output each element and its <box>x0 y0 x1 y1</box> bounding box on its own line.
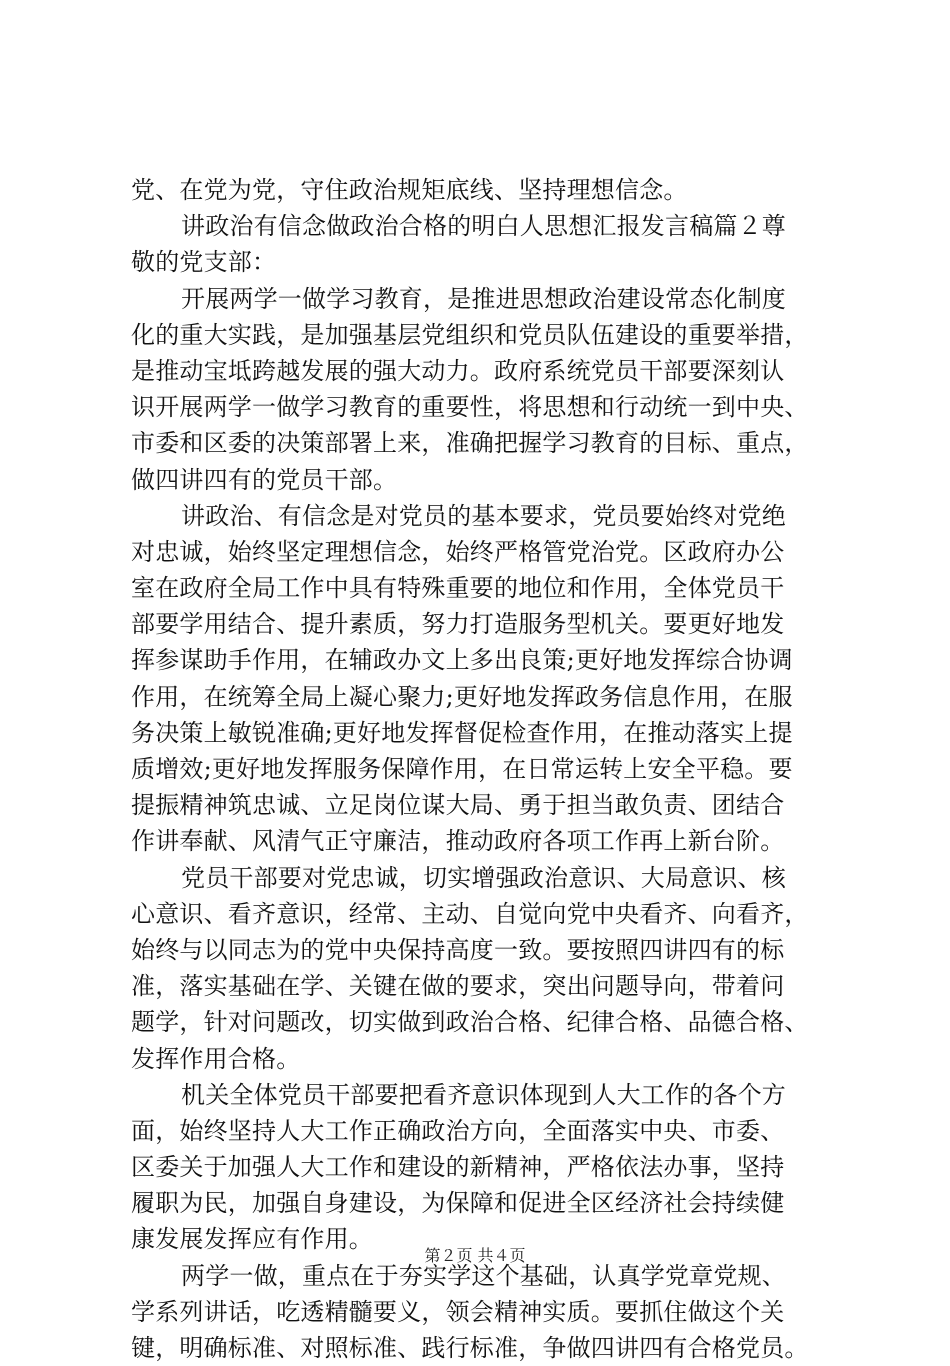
text-line: 做四讲四有的党员干部。 <box>131 465 398 494</box>
text-line: 心意识、看齐意识，经常、主动、自觉向党中央看齐、向看齐， <box>131 899 809 928</box>
text-line: 质增效;更好地发挥服务保障作用，在日常运转上安全平稳。要 <box>131 755 793 783</box>
text-line: 讲政治、有信念是对党员的基本要求，党员要始终对党绝 <box>181 501 786 530</box>
text-line: 作讲奉献、风清气正守廉洁，推动政府各项工作再上新台阶。 <box>131 827 785 856</box>
text-line: 履职为民，加强自身建设，为保障和促进全区经济社会持续健 <box>131 1189 785 1218</box>
text-line: 键，明确标准、对照标准、践行标准，争做四讲四有合格党员。 <box>131 1334 809 1362</box>
text-line: 部要学用结合、提升素质，努力打造服务型机关。要更好地发 <box>131 610 785 639</box>
text-line: 识开展两学一做学习教育的重要性，将思想和行动统一到中央、 <box>131 393 809 422</box>
text-line: 始终与以同志为的党中央保持高度一致。要按照四讲四有的标 <box>131 935 785 964</box>
text-line: 两学一做，重点在于夯实学这个基础，认真学党章党规、 <box>181 1261 786 1290</box>
text-line: 题学，针对问题改，切实做到政治合格、纪律合格、品德合格、 <box>131 1008 809 1037</box>
text-line: 准，落实基础在学、关键在做的要求，突出问题导向，带着问 <box>131 972 785 1001</box>
page-number-footer: 第２页 共４页 <box>424 1246 526 1265</box>
text-line: 对忠诚，始终坚定理想信念，始终严格管党治党。区政府办公 <box>131 537 785 566</box>
text-line: 提振精神筑忠诚、立足岗位谋大局、勇于担当敢负责、团结合 <box>131 791 785 820</box>
text-line: 康发展发挥应有作用。 <box>131 1225 373 1254</box>
text-line: 开展两学一做学习教育，是推进思想政治建设常态化制度 <box>181 284 786 313</box>
text-line: 党员干部要对党忠诚，切实增强政治意识、大局意识、核 <box>181 863 786 892</box>
text-line: 发挥作用合格。 <box>131 1044 301 1073</box>
text-line: 室在政府全局工作中具有特殊重要的地位和作用，全体党员干 <box>131 574 785 603</box>
text-line: 务决策上敏锐准确;更好地发挥督促检查作用，在推动落实上提 <box>131 718 793 747</box>
text-line: 市委和区委的决策部署上来，准确把握学习教育的目标、重点， <box>131 429 809 458</box>
text-line: 面，始终坚持人大工作正确政治方向，全面落实中央、市委、 <box>131 1116 785 1145</box>
document-body <box>131 172 827 1366</box>
text-line: 学系列讲话，吃透精髓要义，领会精神实质。要抓住做这个关 <box>131 1297 785 1326</box>
text-line: 挥参谋助手作用，在辅政办文上多出良策;更好地发挥综合协调 <box>131 646 793 675</box>
text-line: 党、在党为党，守住政治规矩底线、坚持理想信念。 <box>131 176 688 204</box>
text-line: 区委关于加强人大工作和建设的新精神，严格依法办事，坚持 <box>131 1153 785 1182</box>
text-line: 讲政治有信念做政治合格的明白人思想汇报发言稿篇２尊 <box>181 212 786 241</box>
text-line: 作用，在统筹全局上凝心聚力;更好地发挥政务信息作用，在服 <box>131 682 793 711</box>
text-line: 敬的党支部： <box>131 248 277 277</box>
text-line: 化的重大实践，是加强基层党组织和党员队伍建设的重要举措， <box>131 320 809 349</box>
text-line: 是推动宝坻跨越发展的强大动力。政府系统党员干部要深刻认 <box>131 356 785 385</box>
text-line: 机关全体党员干部要把看齐意识体现到人大工作的各个方 <box>181 1080 786 1109</box>
